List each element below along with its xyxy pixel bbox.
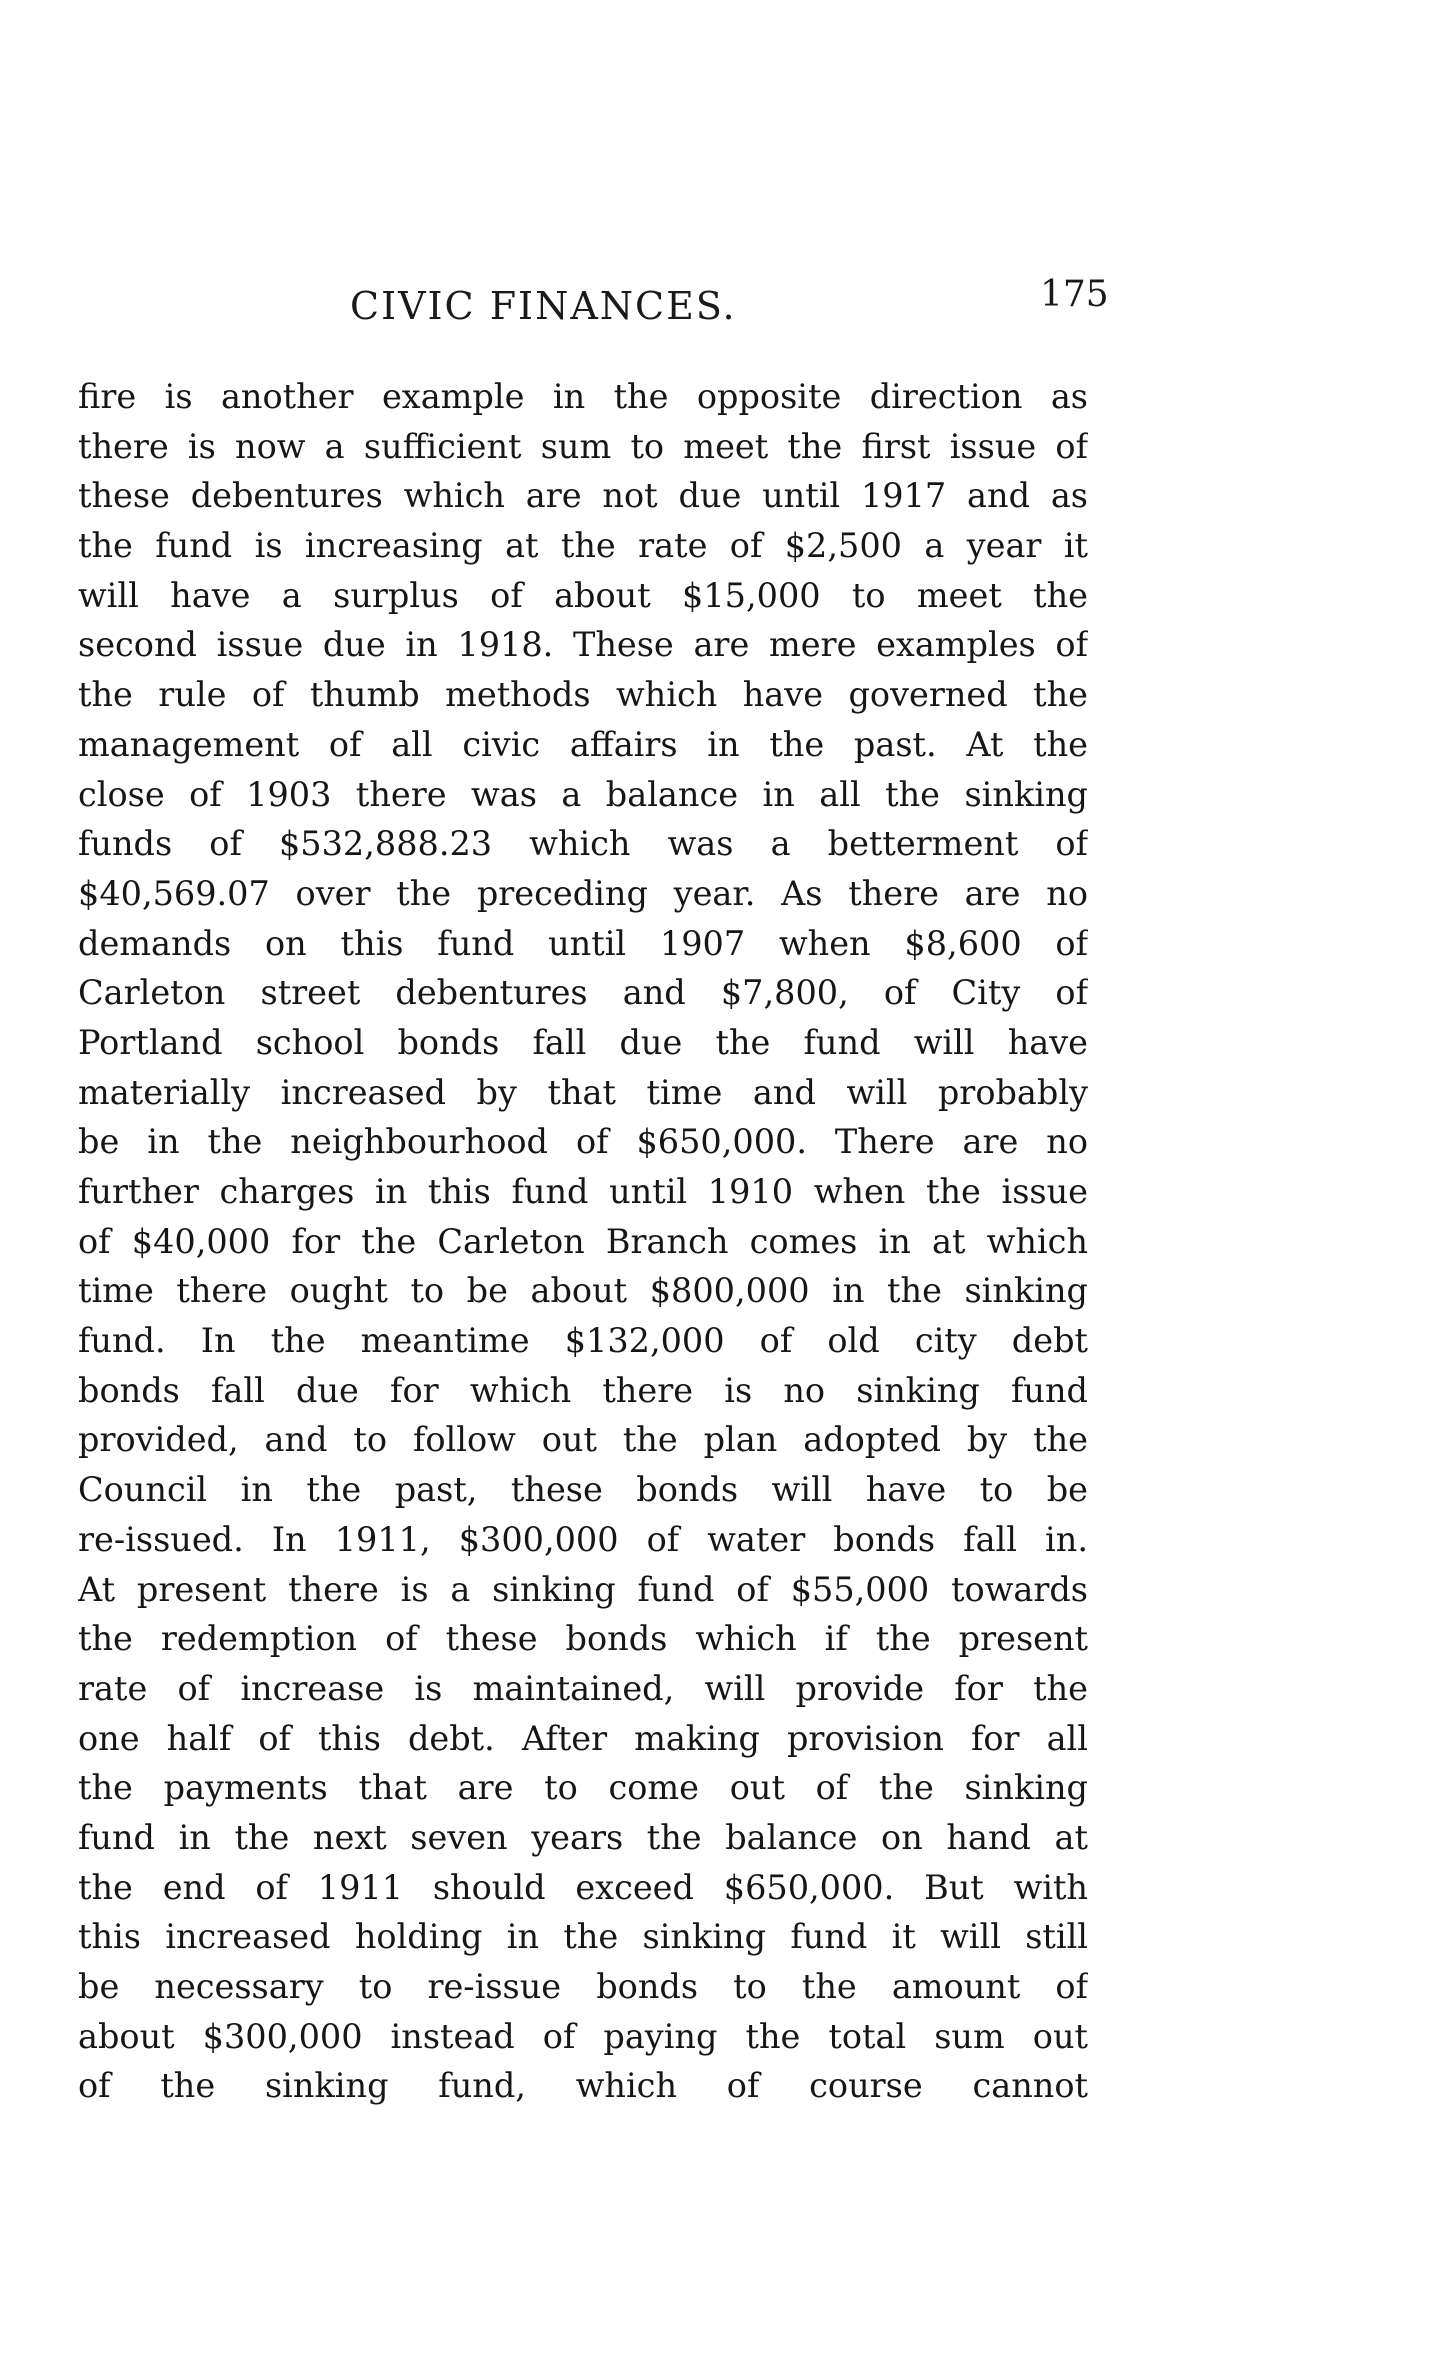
text-line: funds of $532,888.23 which was a betterment of xyxy=(78,824,1088,864)
body-text xyxy=(78,372,1088,2111)
text-line: Carleton street debentures and $7,800, of City of xyxy=(78,973,1088,1013)
text-line: the end of 1911 should exceed $650,000. But with xyxy=(78,1867,1088,1907)
text-line: materially increased by that time and will probably xyxy=(78,1072,1088,1112)
text-line: these debentures which are not due until 1917 and as xyxy=(78,476,1088,516)
text-line: fire is another example in the opposite direction as xyxy=(78,377,1088,416)
text-line: bonds fall due for which there is no sinking fund xyxy=(78,1370,1088,1410)
text-line: Portland school bonds fall due the fund will have xyxy=(78,1022,1088,1062)
text-line: this increased holding in the sinking fund it will still xyxy=(78,1917,1088,1957)
text-line: of $40,000 for the Carleton Branch comes in at which xyxy=(78,1221,1088,1261)
text-line: the payments that are to come out of the sinking xyxy=(78,1768,1088,1808)
text-line: be in the neighbourhood of $650,000. There are no xyxy=(78,1122,1088,1162)
text-line: second issue due in 1918. These are mere examples of xyxy=(78,625,1088,665)
text-line: will have a surplus of about $15,000 to meet the xyxy=(78,575,1088,615)
text-line: fund. In the meantime $132,000 of old city debt xyxy=(78,1321,1088,1361)
text-line: Council in the past, these bonds will have to be xyxy=(78,1470,1088,1510)
text-line: re-issued. In 1911, $300,000 of water bonds fall in. xyxy=(78,1519,1088,1559)
text-line: provided, and to follow out the plan adopted by the xyxy=(78,1420,1088,1460)
text-line: the rule of thumb methods which have governed the xyxy=(78,675,1088,715)
text-line: the fund is increasing at the rate of $2,500 a year it xyxy=(78,526,1088,566)
text-line: one half of this debt. After making provision for all xyxy=(78,1718,1088,1758)
text-line: management of all civic affairs in the past. At the xyxy=(78,724,1088,764)
running-head xyxy=(330,274,1120,340)
text-line: close of 1903 there was a balance in all the sinking xyxy=(78,774,1088,814)
text-line: $40,569.07 over the preceding year. As there are no xyxy=(78,873,1088,913)
text-line: rate of increase is maintained, will provide for the xyxy=(78,1668,1088,1708)
text-line: there is now a sufficient sum to meet the first issue of xyxy=(78,426,1088,466)
text-line: the redemption of these bonds which if the present xyxy=(78,1619,1088,1659)
text-line: about $300,000 instead of paying the total sum out xyxy=(78,2016,1088,2056)
text-line: demands on this fund until 1907 when $8,600 of xyxy=(78,923,1088,963)
text-line: time there ought to be about $800,000 in the sinking xyxy=(78,1271,1088,1311)
text-line: of the sinking fund, which of course cannot xyxy=(78,2066,1088,2106)
page-number: 175 xyxy=(1040,274,1109,315)
running-title: CIVIC FINANCES. xyxy=(350,284,737,328)
text-line: further charges in this fund until 1910 when the issue xyxy=(78,1172,1088,1211)
text-line: be necessary to re-issue bonds to the amount of xyxy=(78,1967,1088,2006)
text-line: At present there is a sinking fund of $55,000 towards xyxy=(78,1569,1088,1609)
text-line: fund in the next seven years the balance on hand at xyxy=(78,1817,1088,1857)
